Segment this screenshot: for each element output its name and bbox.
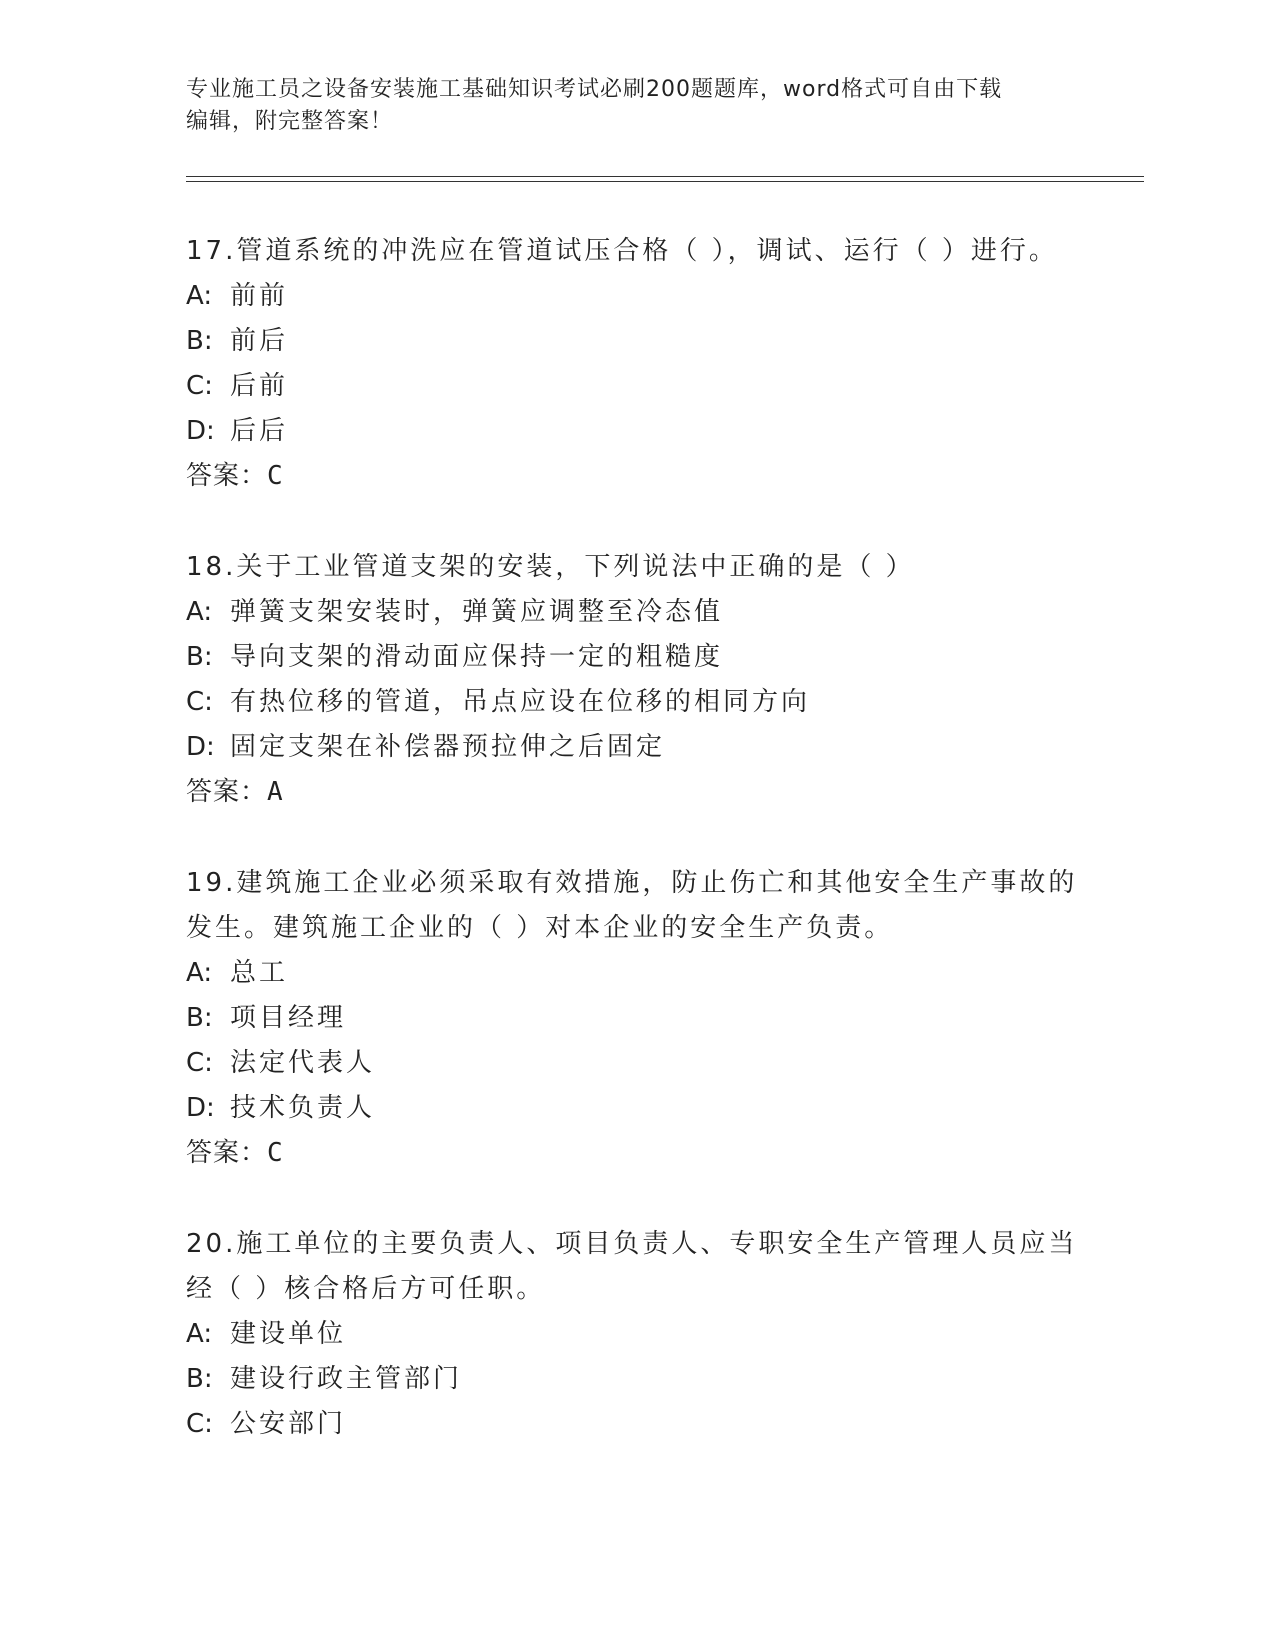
option-b xyxy=(186,319,1086,364)
option-key: B: xyxy=(186,1003,213,1033)
document-header xyxy=(186,74,1086,138)
option-a xyxy=(186,951,1086,996)
option-a xyxy=(186,274,1086,319)
option-key: C: xyxy=(186,1409,213,1439)
option-text: 总工 xyxy=(230,958,289,988)
question-stem: 18.关于工业管道支架的安装，下列说法中正确的是（ ） xyxy=(186,552,915,582)
option-key: C: xyxy=(186,687,213,717)
option-key: D: xyxy=(186,732,215,762)
option-text: 法定代表人 xyxy=(230,1048,376,1078)
option-c xyxy=(186,1402,1086,1447)
option-text: 项目经理 xyxy=(230,1003,347,1033)
option-key: B: xyxy=(186,642,213,672)
option-key: A: xyxy=(186,1319,213,1349)
option-key: C: xyxy=(186,1048,213,1078)
option-key: A: xyxy=(186,281,213,311)
option-text: 前后 xyxy=(230,326,289,356)
option-key: B: xyxy=(186,1364,213,1394)
option-key: B: xyxy=(186,326,213,356)
header-line-1: 专业施工员之设备安装施工基础知识考试必刷200题题库，word格式可自由下载 xyxy=(186,77,1003,102)
answer-line xyxy=(186,454,1086,499)
option-text: 固定支架在补偿器预拉伸之后固定 xyxy=(230,732,666,762)
answer-value: C xyxy=(267,461,284,491)
question-stem: 20.施工单位的主要负责人、项目负责人、专职安全生产管理人员应当经（ ）核合格后方可任职。 xyxy=(186,1229,1078,1304)
option-text: 弹簧支架安装时，弹簧应调整至冷态值 xyxy=(230,597,724,627)
option-text: 技术负责人 xyxy=(230,1093,376,1123)
answer-value: C xyxy=(267,1138,284,1168)
answer-label: 答案： xyxy=(186,777,268,807)
option-b xyxy=(186,635,1086,680)
option-key: A: xyxy=(186,597,213,627)
header-divider-bottom xyxy=(186,181,1144,182)
option-c xyxy=(186,680,1086,725)
option-d xyxy=(186,409,1086,454)
option-a xyxy=(186,1312,1086,1357)
option-text: 建设单位 xyxy=(230,1319,347,1349)
option-text: 后后 xyxy=(230,416,289,446)
option-key: D: xyxy=(186,1093,215,1123)
answer-value: A xyxy=(267,777,284,807)
option-c xyxy=(186,1041,1086,1086)
option-d xyxy=(186,725,1086,770)
option-key: A: xyxy=(186,958,213,988)
option-text: 建设行政主管部门 xyxy=(230,1364,463,1394)
answer-line xyxy=(186,770,1086,815)
option-text: 后前 xyxy=(230,371,289,401)
answer-line xyxy=(186,1131,1086,1176)
option-text: 有热位移的管道，吊点应设在位移的相同方向 xyxy=(230,687,811,717)
option-a xyxy=(186,590,1086,635)
option-c xyxy=(186,364,1086,409)
question-stem: 17.管道系统的冲洗应在管道试压合格（ ），调试、运行（ ）进行。 xyxy=(186,236,1058,266)
option-text: 公安部门 xyxy=(230,1409,347,1439)
option-b xyxy=(186,996,1086,1041)
option-b xyxy=(186,1357,1086,1402)
option-text: 前前 xyxy=(230,281,289,311)
option-d xyxy=(186,1086,1086,1131)
question-17 xyxy=(186,229,1086,499)
question-18 xyxy=(186,545,1086,815)
answer-label: 答案： xyxy=(186,461,268,491)
header-divider-top xyxy=(186,176,1144,177)
question-19 xyxy=(186,861,1086,1176)
header-line-2: 编辑，附完整答案！ xyxy=(186,109,394,134)
question-stem: 19.建筑施工企业必须采取有效措施，防止伤亡和其他安全生产事故的发生。建筑施工企业的（ ）对本企业的安全生产负责。 xyxy=(186,868,1078,943)
answer-label: 答案： xyxy=(186,1138,268,1168)
option-key: C: xyxy=(186,371,213,401)
question-20 xyxy=(186,1222,1086,1447)
option-text: 导向支架的滑动面应保持一定的粗糙度 xyxy=(230,642,724,672)
option-key: D: xyxy=(186,416,215,446)
